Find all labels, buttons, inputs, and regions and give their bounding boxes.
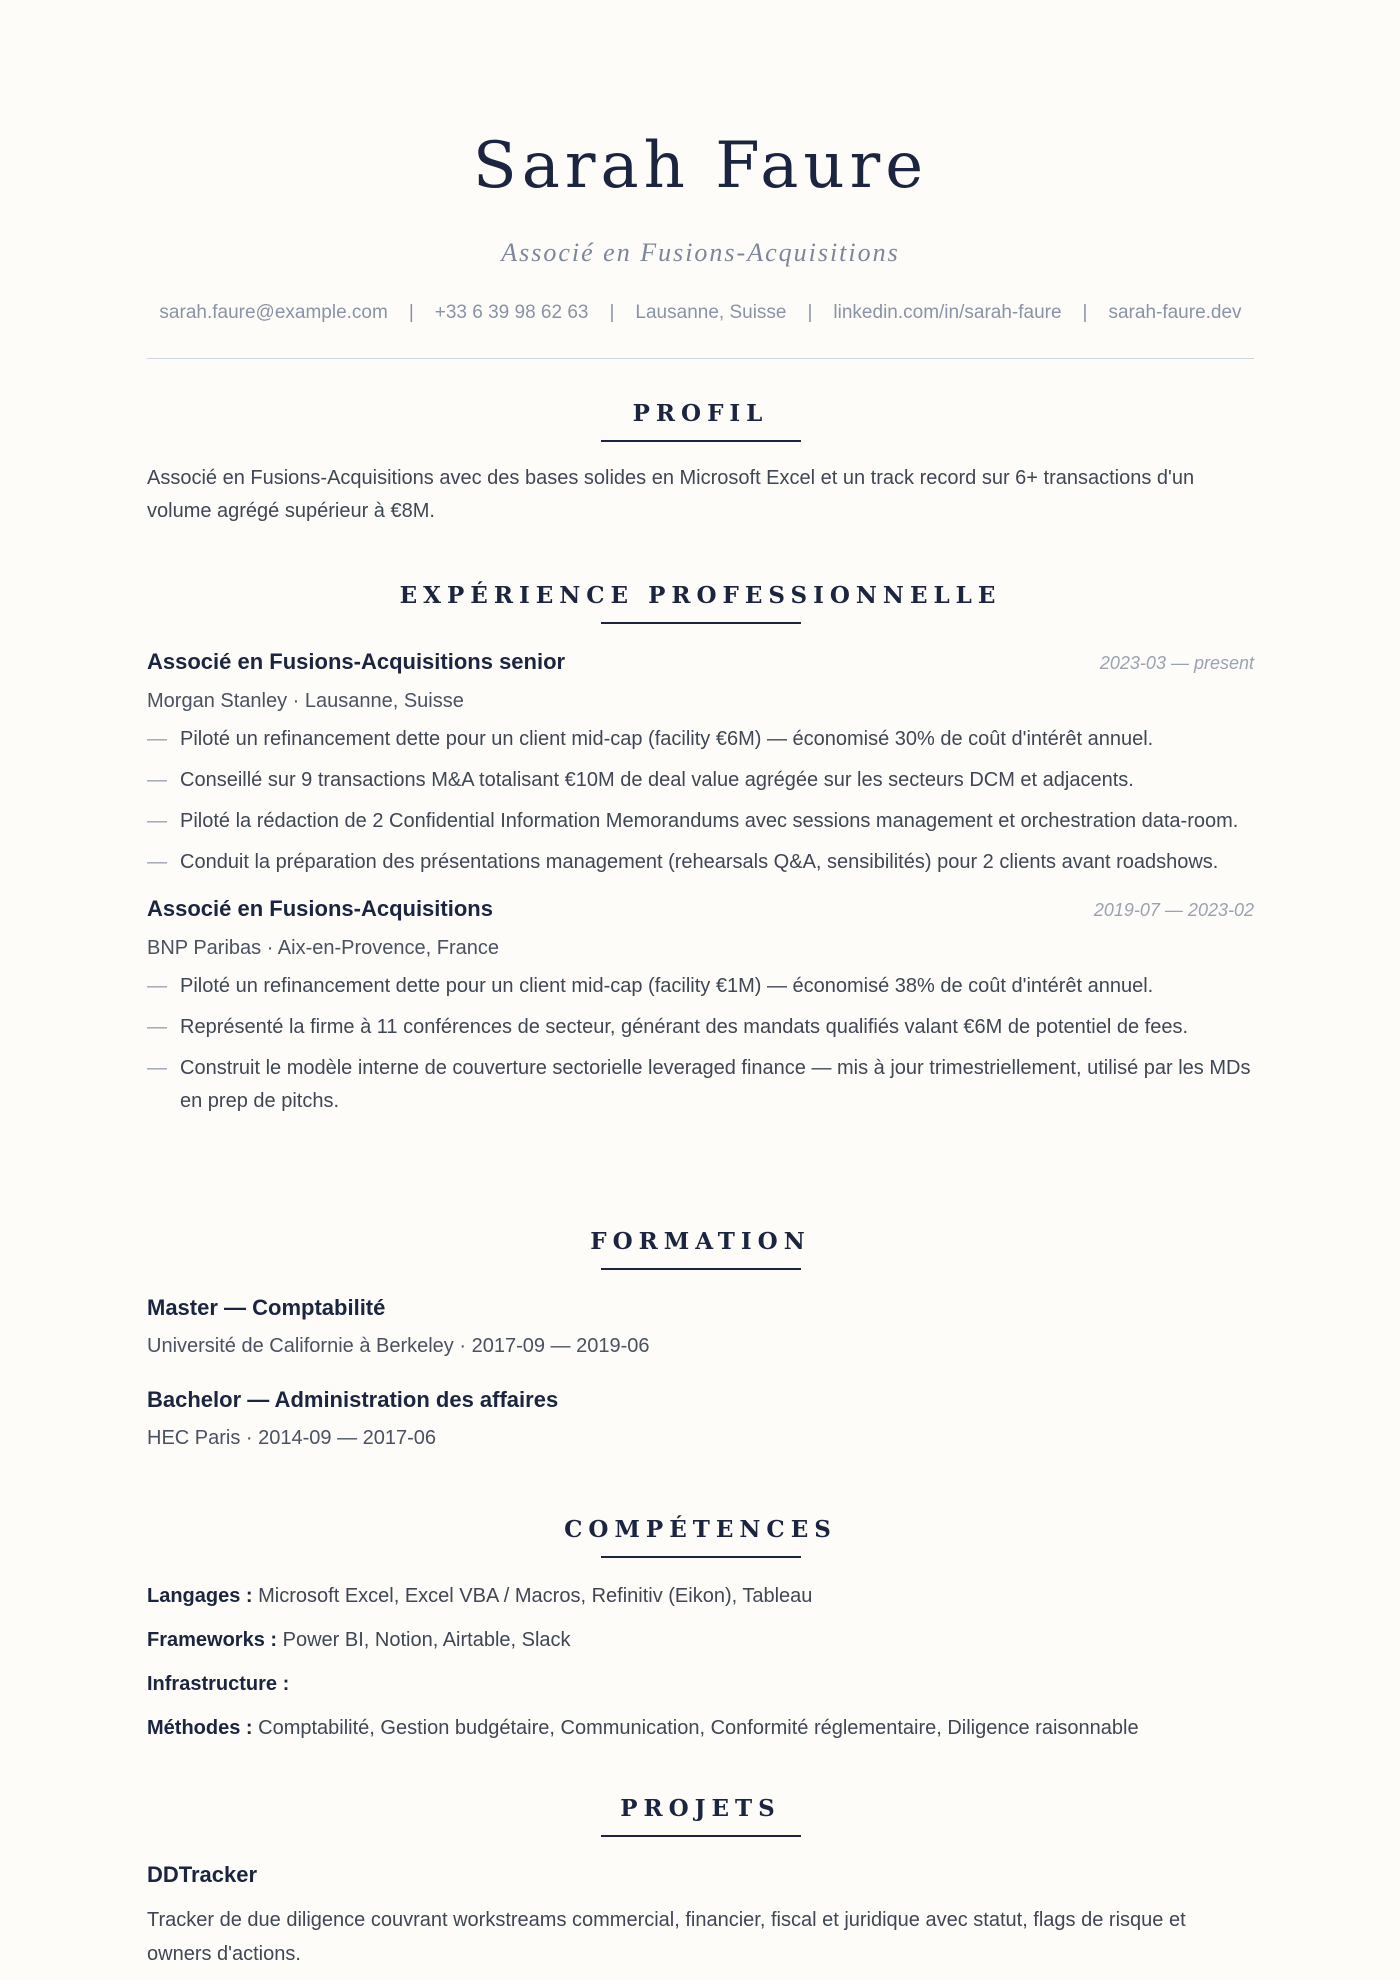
skill-value: Microsoft Excel, Excel VBA / Macros, Refinitiv (Eikon), Tableau (258, 1585, 813, 1607)
skill-label: Infrastructure : (147, 1673, 290, 1695)
skills-section (147, 1514, 1254, 1756)
job-organization: Morgan Stanley · Lausanne, Suisse (147, 690, 464, 712)
dash-icon: — (147, 975, 167, 997)
candidate-name: Sarah Faure (472, 129, 929, 203)
skill-row (147, 1624, 1254, 1656)
contact-separator: | (807, 302, 813, 323)
education-entry (147, 1292, 1254, 1362)
project-title: DDTracker (147, 1862, 258, 1887)
job-bullet-text: Piloté un refinancement dette pour un client mid-cap (facility €6M) — économisé 30% de coût d'intérêt annuel. (180, 728, 1154, 750)
contact-location: Lausanne, Suisse (635, 302, 787, 323)
section-underline (601, 1556, 801, 1558)
dash-icon: — (147, 728, 167, 750)
contact-phone[interactable]: +33 6 39 98 62 63 (434, 302, 589, 323)
job-bullet (147, 846, 1254, 879)
project-entry (147, 1859, 1254, 1971)
job-dates: 2023-03 — present (1099, 653, 1254, 673)
job-bullet (147, 970, 1254, 1003)
skill-row (147, 1580, 1254, 1612)
job-bullet-text: Représenté la firme à 11 conférences de secteur, générant des mandats qualifiés valant €6M de potentiel de fees. (180, 1016, 1189, 1038)
skill-label: Méthodes : (147, 1717, 253, 1739)
job-bullet-text: Conduit la préparation des présentations management (rehearsals Q&A, sensibilités) pour 2 clients avant roadshows. (180, 851, 1219, 873)
job-bullet (147, 723, 1254, 756)
section-heading-profile: PROFIL (632, 400, 769, 427)
profile-text: Associé en Fusions-Acquisitions avec des bases solides en Microsoft Excel et un track record sur 6+ transactions d'un volume agrégé supérieur à €8M. (147, 467, 1195, 522)
degree-title: Bachelor — Administration des affaires (147, 1387, 559, 1412)
job-bullet (147, 1011, 1254, 1044)
skill-value: Comptabilité, Gestion budgétaire, Communication, Conformité réglementaire, Diligence raisonnable (258, 1717, 1139, 1739)
projects-section (147, 1793, 1254, 1971)
education-section (147, 1226, 1254, 1454)
job-bullet (147, 1052, 1254, 1118)
job-title: Associé en Fusions-Acquisitions senior (147, 649, 566, 674)
skill-value: Power BI, Notion, Airtable, Slack (282, 1629, 571, 1651)
skill-label: Langages : (147, 1585, 253, 1607)
contact-email[interactable]: sarah.faure@example.com (159, 302, 388, 323)
section-underline (601, 622, 801, 624)
job-bullets (147, 723, 1254, 879)
contact-separator: | (1082, 302, 1088, 323)
job-bullet-text: Construit le modèle interne de couverture sectorielle leveraged finance — mis à jour trimestriellement, utilisé par les MDs en prep de pitchs. (180, 1057, 1251, 1112)
job-entry (147, 893, 1254, 1118)
experience-section (147, 580, 1254, 1126)
section-heading-education: FORMATION (590, 1228, 811, 1255)
job-entry (147, 646, 1254, 879)
section-underline (601, 1268, 801, 1270)
profile-section (147, 398, 1254, 528)
job-bullet-text: Conseillé sur 9 transactions M&A totalisant €10M de deal value agrégée sur les secteurs DCM et adjacents. (180, 769, 1134, 791)
section-heading-projects: PROJETS (620, 1795, 781, 1822)
job-title: Associé en Fusions-Acquisitions (147, 896, 493, 921)
skill-label: Frameworks : (147, 1629, 278, 1651)
skill-row (147, 1668, 1254, 1700)
header-divider (147, 358, 1254, 359)
contact-linkedin[interactable]: linkedin.com/in/sarah-faure (833, 302, 1062, 323)
dash-icon: — (147, 769, 167, 791)
section-underline (601, 440, 801, 442)
contact-line (147, 298, 1254, 328)
job-dates: 2019-07 — 2023-02 (1093, 900, 1254, 920)
candidate-title: Associé en Fusions-Acquisitions (501, 238, 900, 267)
section-heading-skills: COMPÉTENCES (564, 1516, 837, 1543)
degree-details: HEC Paris · 2014-09 — 2017-06 (147, 1427, 437, 1449)
job-bullet-text: Piloté un refinancement dette pour un client mid-cap (facility €1M) — économisé 38% de coût d'intérêt annuel. (180, 975, 1154, 997)
contact-separator: | (408, 302, 414, 323)
degree-title: Master — Comptabilité (147, 1295, 386, 1320)
job-bullet (147, 805, 1254, 838)
degree-details: Université de Californie à Berkeley · 2017-09 — 2019-06 (147, 1335, 650, 1357)
job-header (147, 646, 1254, 679)
contact-separator: | (609, 302, 615, 323)
skills-list (147, 1580, 1254, 1744)
education-entry (147, 1384, 1254, 1454)
contact-website[interactable]: sarah-faure.dev (1108, 302, 1242, 323)
section-heading-experience: EXPÉRIENCE PROFESSIONNELLE (399, 582, 1002, 609)
job-bullet (147, 764, 1254, 797)
skill-row (147, 1712, 1254, 1744)
dash-icon: — (147, 810, 167, 832)
project-description: Tracker de due diligence couvrant workstreams commercial, financier, fiscal et juridique avec statut, flags de risque et owners d'actions. (147, 1909, 1186, 1965)
dash-icon: — (147, 851, 167, 873)
job-header (147, 893, 1254, 926)
job-bullets (147, 970, 1254, 1118)
dash-icon: — (147, 1057, 167, 1079)
job-organization: BNP Paribas · Aix-en-Provence, France (147, 937, 500, 959)
section-underline (601, 1835, 801, 1837)
job-bullet-text: Piloté la rédaction de 2 Confidential Information Memorandums avec sessions management et orchestration data-room. (180, 810, 1239, 832)
dash-icon: — (147, 1016, 167, 1038)
